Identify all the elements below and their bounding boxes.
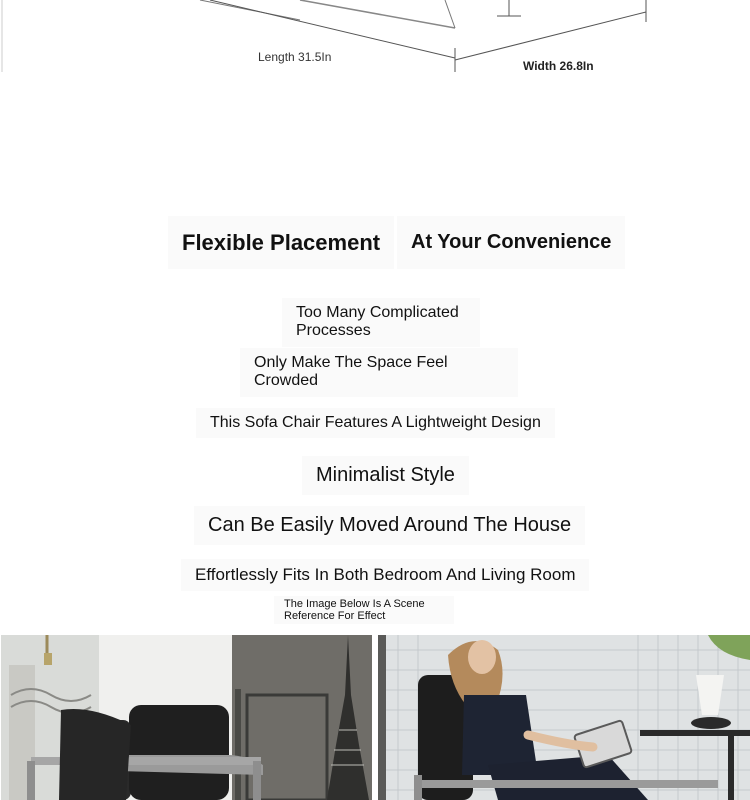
feature-line-6: Effortlessly Fits In Both Bedroom And Living Room (181, 559, 589, 591)
scene-photo-left (1, 635, 372, 800)
length-label: Length 31.5In (258, 50, 332, 64)
feature-line-2: Only Make The Space Feel Crowded (240, 348, 518, 397)
feature-line-4: Minimalist Style (302, 456, 469, 495)
dimension-drawing (0, 0, 750, 80)
headline-left: Flexible Placement (168, 216, 394, 269)
feature-line-5: Can Be Easily Moved Around The House (194, 506, 585, 545)
headline-right: At Your Convenience (397, 216, 625, 269)
chair-scene-left-image (1, 635, 372, 800)
scene-reference-note: The Image Below Is A Scene Reference For Effect (274, 596, 454, 624)
feature-line-3: This Sofa Chair Features A Lightweight Design (196, 408, 555, 438)
feature-line-1: Too Many Complicated Processes (282, 298, 480, 347)
chair-scene-right-image (378, 635, 750, 800)
width-label: Width 26.8In (523, 59, 594, 73)
scene-photo-right (378, 635, 750, 800)
